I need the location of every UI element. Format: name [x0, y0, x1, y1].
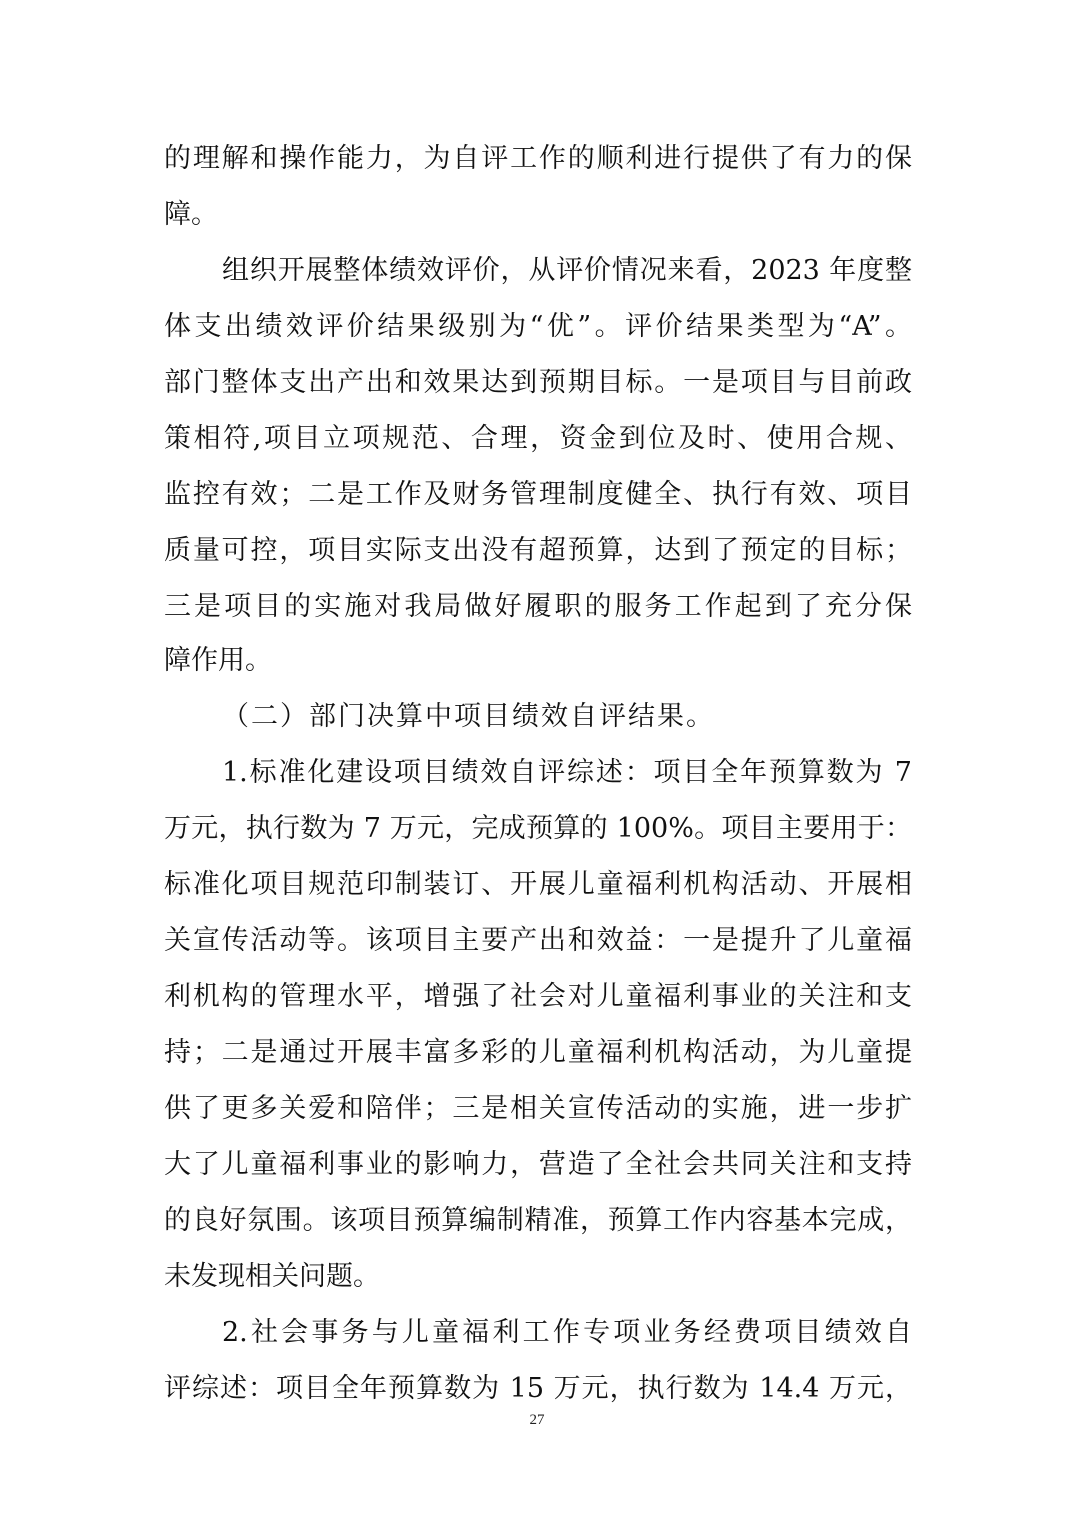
page-number: 27 [529, 1412, 545, 1428]
paragraph-line: 障。 [164, 199, 218, 230]
paragraph-line: 策相符,项目立项规范、合理，资金到位及时、使用合规、 [164, 423, 912, 454]
paragraph-line: 体支出绩效评价结果级别为“优”。评价结果类型为“A”。 [164, 311, 912, 342]
paragraph-line: 供了更多关爱和陪伴；三是相关宣传活动的实施，进一步扩 [164, 1093, 912, 1124]
paragraph-line: 质量可控，项目实际支出没有超预算，达到了预定的目标； [164, 535, 912, 566]
paragraph-line: 持；二是通过开展丰富多彩的儿童福利机构活动，为儿童提 [164, 1037, 912, 1068]
paragraph-line: 标准化项目规范印制装订、开展儿童福利机构活动、开展相 [164, 869, 912, 900]
paragraph-line: 关宣传活动等。该项目主要产出和效益：一是提升了儿童福 [164, 925, 912, 956]
paragraph-line: 三是项目的实施对我局做好履职的服务工作起到了充分保 [164, 591, 912, 622]
paragraph-line: 评综述：项目全年预算数为 15 万元，执行数为 14.4 万元， [164, 1373, 912, 1404]
paragraph-line: 万元，执行数为 7 万元，完成预算的 100%。项目主要用于： [164, 813, 912, 844]
section-heading: （二）部门决算中项目绩效自评结果。 [222, 701, 715, 732]
paragraph-line: 部门整体支出产出和效果达到预期目标。一是项目与目前政 [164, 367, 912, 398]
paragraph-line: 未发现相关问题。 [164, 1261, 380, 1292]
paragraph-line: 监控有效；二是工作及财务管理制度健全、执行有效、项目 [164, 479, 912, 510]
paragraph-line: 的理解和操作能力，为自评工作的顺利进行提供了有力的保 [164, 143, 912, 174]
paragraph-line: 大了儿童福利事业的影响力，营造了全社会共同关注和支持 [164, 1149, 912, 1180]
paragraph-line: 组织开展整体绩效评价，从评价情况来看，2023 年度整 [222, 255, 912, 286]
paragraph-line: 利机构的管理水平，增强了社会对儿童福利事业的关注和支 [164, 981, 912, 1012]
paragraph-line: 2.社会事务与儿童福利工作专项业务经费项目绩效自 [222, 1317, 912, 1348]
paragraph-line: 的良好氛围。该项目预算编制精准，预算工作内容基本完成， [164, 1205, 912, 1236]
paragraph-line: 1.标准化建设项目绩效自评综述：项目全年预算数为 7 [222, 757, 912, 788]
paragraph-line: 障作用。 [164, 645, 272, 676]
